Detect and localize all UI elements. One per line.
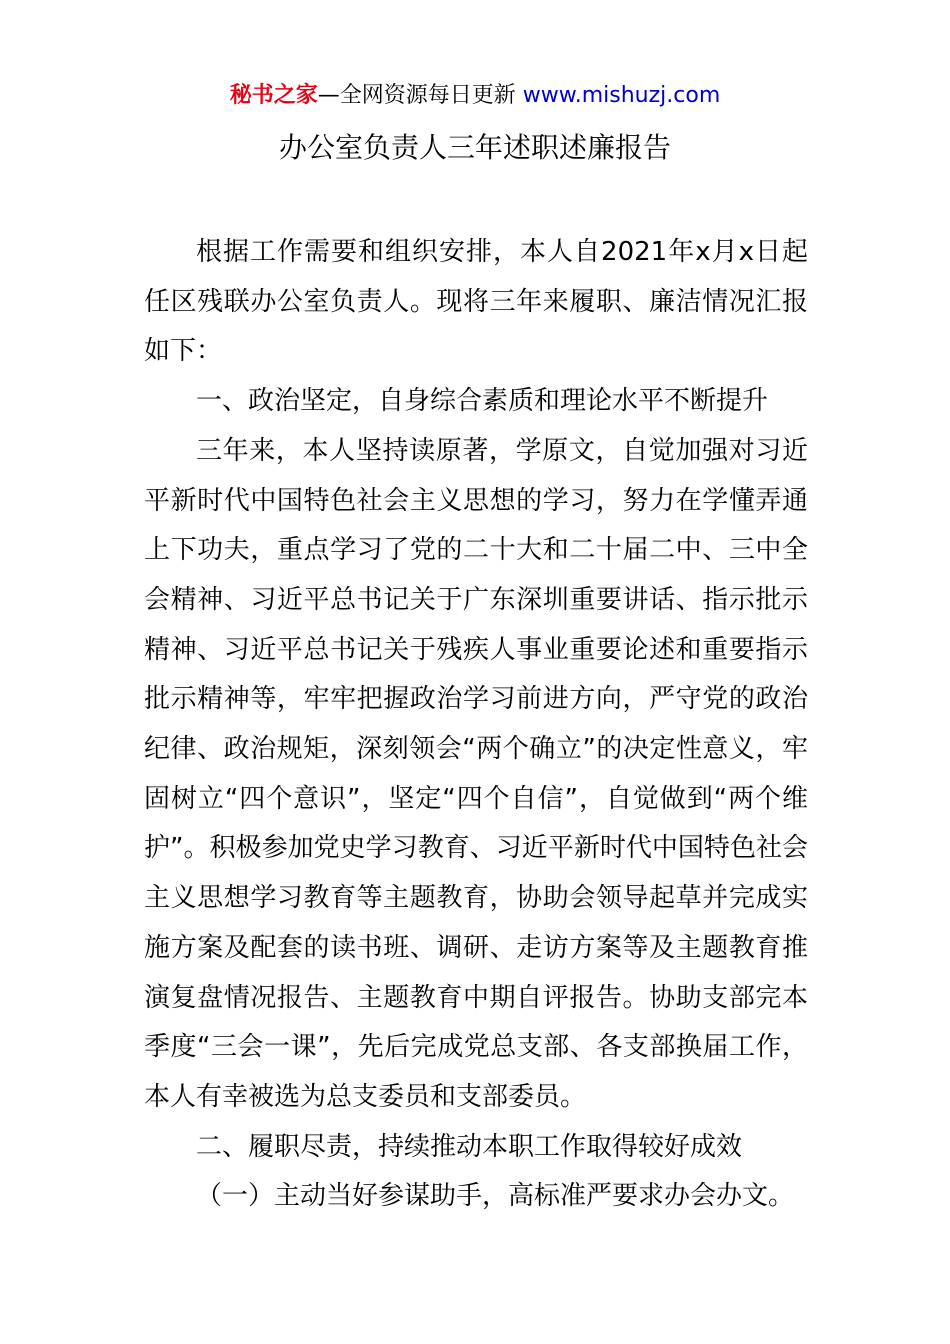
document-body [144, 228, 808, 1222]
document-title: 办公室负责人三年述职述廉报告 [278, 131, 671, 164]
section-heading-2: 二、履职尽责，持续推动本职工作取得较好成效 [196, 1131, 743, 1162]
site-brand: 秘书之家 [229, 83, 318, 108]
site-header [0, 80, 950, 112]
site-url-link[interactable]: www.mishuzj.com [522, 83, 721, 108]
paragraph-intro: 根据工作需要和组织安排，本人自2021年x月x日起任区残联办公室负责人。现将三年来履职、廉洁情况汇报如下： [144, 237, 808, 367]
section-heading-1: 一、政治坚定，自身综合素质和理论水平不断提升 [196, 386, 769, 417]
paragraph-section-1: 三年来，本人坚持读原著，学原文，自觉加强对习近平新时代中国特色社会主义思想的学习，努力在学懂弄通上下功夫，重点学习了党的二十大和二十届二中、三中全会精神、习近平总书记关于广东深圳重要讲话、指示批示精神、习近平总书记关于残疾人事业重要论述和重要指示批示精神等，牢牢把握政治学习前进方向，严守党的政治纪律、政治规矩，深刻领会“两个确立”的决定性意义，牢固树立“四个意识”，坚定“四个自信”，自觉做到“两个维护”。积极参加党史学习教育、习近平新时代中国特色社会主义思想学习教育等主题教育，协助会领导起草并完成实施方案及配套的读书班、调研、走访方案等及主题教育推演复盘情况报告、主题教育中期自评报告。协助支部完本季度“三会一课”，先后完成党总支部、各支部换届工作，本人有幸被选为总支委员和支部委员。 [144, 435, 808, 1112]
site-tagline: —全网资源每日更新 [317, 83, 516, 108]
subsection-heading-1: （一）主动当好参谋助手，高标准严要求办会办文。 [196, 1181, 795, 1212]
